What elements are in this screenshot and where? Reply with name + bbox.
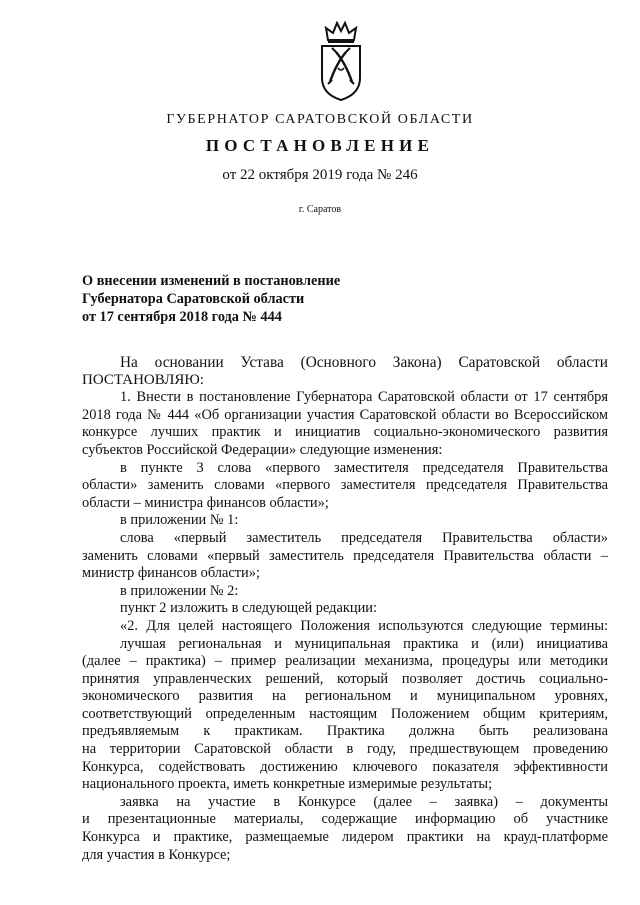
body-line: конкурсе лучших практик и инициатив социально-экономического развития [82,424,608,441]
body-line: ПОСТАНОВЛЯЮ: [82,371,204,388]
body-line: в приложении № 1: [120,512,239,529]
body-line: пункт 2 изложить в следующей редакции: [120,600,377,617]
body-line: для участия в Конкурсе; [82,846,231,863]
governor-title: ГУБЕРНАТОР САРАТОВСКОЙ ОБЛАСТИ [166,112,474,127]
document-subject [82,272,442,326]
body-line: области – министра финансов области»; [82,494,329,511]
body-line: На основании Устава (Основного Закона) Саратовской области [120,354,608,371]
body-line: 1. Внести в постановление Губернатора Саратовской области от 17 сентября [120,389,608,406]
body-line: на территории Саратовской области в году, предшествующем проведению [82,741,608,758]
body-line: заявка на участие в Конкурсе (далее – заявка) – документы [120,793,608,810]
subject-line: О внесении изменений в постановление [82,273,341,289]
body-line: субъектов Российской Федерации» следующие изменения: [82,441,443,458]
body-line: национального проекта, иметь конкретные измеримые результаты; [82,776,493,793]
body-line: министр финансов области»; [82,565,260,582]
body-line: (далее – практика) – пример реализации механизма, процедуры или методики [82,653,608,670]
body-line: в пункте 3 слова «первого заместителя председателя Правительства [120,459,608,476]
subject-line: от 17 сентября 2018 года № 444 [82,309,282,325]
body-line: заменить словами «первый заместитель председателя Правительства области – [82,547,608,564]
body-line: лучшая региональная и муниципальная практика и (или) инициатива [120,635,608,652]
body-line: 2018 года № 444 «Об организации участия Саратовской области во Всероссийском [82,406,608,423]
body-line: и презентационные материалы, содержащие информацию об участнике [82,811,608,828]
body-line: «2. Для целей настоящего Положения используются следующие термины: [120,617,608,634]
body-line: предъявляемым к практикам. Практика должна быть реализована [82,723,608,740]
document-body [82,354,608,864]
body-line: Конкурса и практике, размещаемые лидером практики на крауд-платформе [82,829,608,846]
body-line: области» заменить словами «первого заместителя председателя Правительства [82,477,608,494]
body-line: Конкурса, содействовать достижению ключевого показателя эффективности [82,758,608,775]
body-line: слова «первый заместитель председателя Правительства области» [120,529,608,546]
coat-of-arms-emblem [316,20,366,102]
document-city: г. Саратов [298,204,342,215]
subject-line: Губернатора Саратовской области [82,291,305,307]
document-date-number: от 22 октября 2019 года № 246 [222,167,418,183]
body-line: в приложении № 2: [120,582,239,599]
body-line: принятия управленческих решений, который позволяет достичь социально- [82,670,608,687]
document-type: ПОСТАНОВЛЕНИЕ [205,136,435,155]
body-line: экономического развития на региональном и муниципальном уровнях, [82,688,608,705]
body-line: соответствующий определенным настоящим Положением общим критериям, [82,705,608,722]
